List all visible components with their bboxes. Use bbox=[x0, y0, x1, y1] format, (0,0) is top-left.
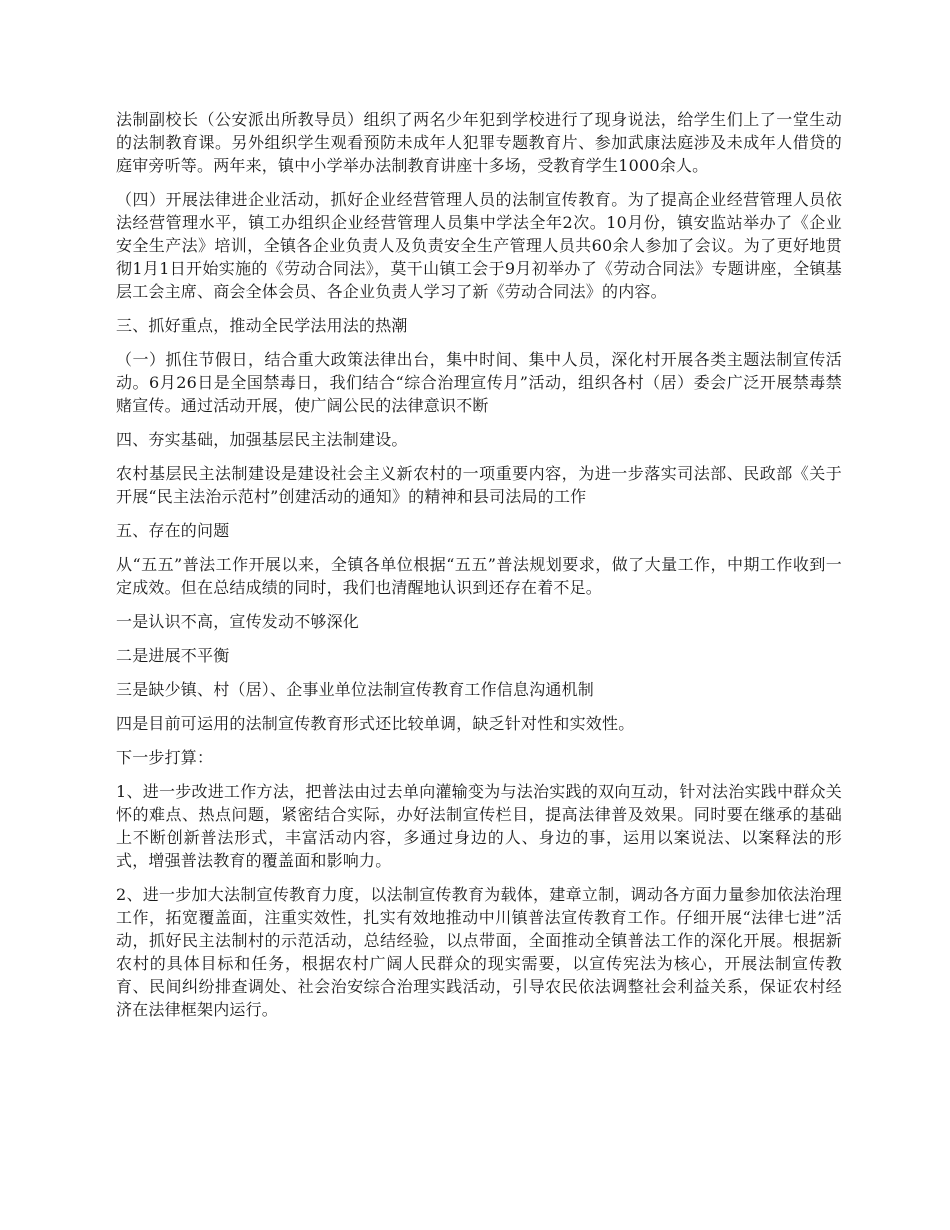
paragraph-rural-democracy: 农村基层民主法制建设是建设社会主义新农村的一项重要内容，为进一步落实司法部、民政部《关于开展“民主法治示范村”创建活动的通知》的精神和县司法局的工作 bbox=[116, 464, 842, 506]
plan-item-2: 2、进一步加大法制宣传教育力度，以法制宣传教育为载体，建章立制，调动各方面力量参加依法治理工作，拓宽覆盖面，注重实效性，扎实有效地推动中川镇普法宣传教育工作。仔细开展“法律七进”活动，抓好民主法制村的示范活动，总结经验，以点带面，全面推动全镇普法工作的深化开展。根据新农村的具体目标和任务，根据农村广阔人民群众的现实需要，以宣传宪法为核心，开展法制宣传教育、民间纠纷排查调处、社会治安综合治理实践活动，引导农民依法调整社会利益关系，保证农村经济在法律框架内运行。 bbox=[116, 885, 842, 1019]
section-heading-next-steps: 下一步打算： bbox=[116, 748, 214, 767]
section-heading-key-points: 三、抓好重点，推动全民学法用法的热潮 bbox=[116, 316, 408, 335]
problem-item-4: 四是目前可运用的法制宣传教育形式还比较单调，缺乏针对性和实效性。 bbox=[116, 714, 635, 733]
plan-item-1: 1、进一步改进工作方法，把普法由过去单向灌输变为与法治实践的双向互动，针对法治实践中群众关怀的难点、热点问题，紧密结合实际，办好法制宣传栏目，提高法律普及效果。同时要在继承的基础上不断创新普法形式，丰富活动内容，多通过身边的人、身边的事，运用以案说法、以案释法的形式，增强普法教育的覆盖面和影响力。 bbox=[116, 782, 842, 870]
document-body bbox=[116, 108, 842, 1032]
problem-item-2: 二是进展不平衡 bbox=[116, 646, 230, 665]
paragraph-enterprise-legal-activity: （四）开展法律进企业活动，抓好企业经营管理人员的法制宣传教育。为了提高企业经营管理人员依法经营管理水平，镇工办组织企业经营管理人员集中学法全年2次。10月份，镇安监站举办了《企业安全生产法》培训，全镇各企业负责人及负责安全生产管理人员共60余人参加了会议。为了更好地贯彻1月1日开始实施的《劳动合同法》，莫干山镇工会于9月初举办了《劳动合同法》专题讲座，全镇基层工会主席、商会全体会员、各企业负责人学习了新《劳动合同法》的内容。 bbox=[116, 190, 842, 301]
paragraph-school-legal-education: 法制副校长（公安派出所教导员）组织了两名少年犯到学校进行了现身说法，给学生们上了一堂生动的法制教育课。另外组织学生观看预防未成年人犯罪专题教育片、参加武康法庭涉及未成年人借贷的庭审旁听等。两年来，镇中小学举办法制教育讲座十多场，受教育学生1000余人。 bbox=[116, 110, 842, 175]
problem-item-1: 一是认识不高，宣传发动不够深化 bbox=[116, 612, 360, 631]
problem-item-3: 三是缺少镇、村（居）、企事业单位法制宣传教育工作信息沟通机制 bbox=[116, 680, 595, 699]
paragraph-holiday-campaigns: （一）抓住节假日，结合重大政策法律出台，集中时间、集中人员，深化村开展各类主题法制宣传活动。6月26日是全国禁毒日，我们结合“综合治理宣传月”活动，组织各村（居）委会广泛开展禁毒禁赌宣传。通过活动开展，使广阔公民的法律意识不断 bbox=[116, 350, 842, 415]
paragraph-problems-summary: 从“五五”普法工作开展以来，全镇各单位根据“五五”普法规划要求，做了大量工作，中期工作收到一定成效。但在总结成绩的同时，我们也清醒地认识到还存在着不足。 bbox=[116, 555, 842, 597]
section-heading-existing-problems: 五、存在的问题 bbox=[116, 521, 230, 540]
section-heading-grassroots-democracy: 四、夯实基础，加强基层民主法制建设。 bbox=[116, 430, 408, 449]
